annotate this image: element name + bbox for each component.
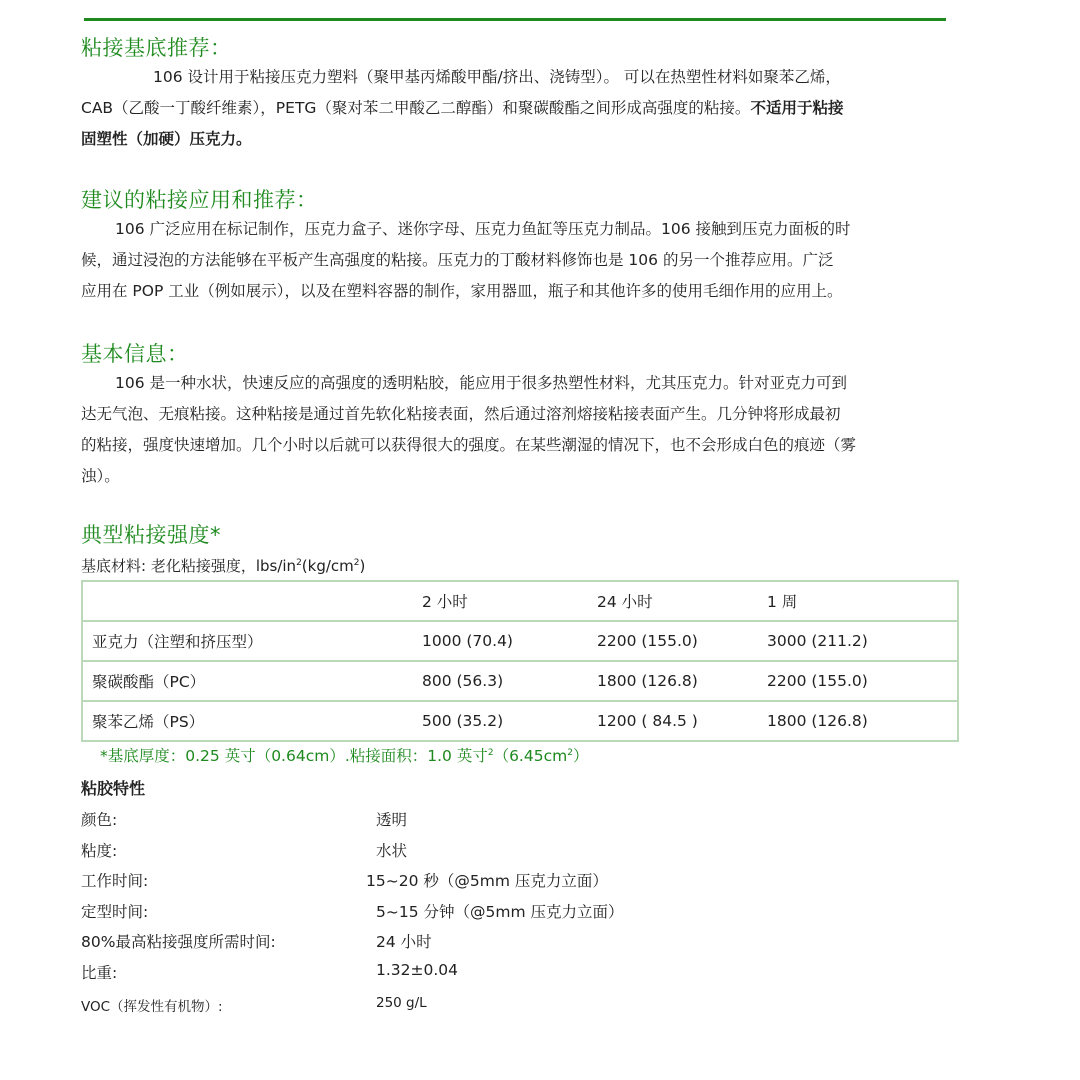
paragraph-line-text: CAB（乙酸一丁酸纤维素），PETG（聚对苯二甲酸乙二醇酯）和聚碳酸酯之间形成高强度的粘接。 [81,99,751,117]
table-cell: 1800 (126.8) [597,661,767,701]
property-value: 24 小时 [376,933,432,951]
table-cell: 1200 ( 84.5 ) [597,701,767,741]
property-label: VOC（挥发性有机物）: [81,999,223,1015]
paragraph-line: 应用在 POP 工业（例如展示），以及在塑料容器的制作，家用器皿，瓶子和其他许多的使用毛细作用的应用上。 [81,282,843,300]
table-cell: 聚碳酸酯（PC） [82,661,422,701]
property-value: 1.32±0.04 [376,961,459,979]
bond-strength-table [81,580,959,742]
property-value: 15~20 秒（@5mm 压克力立面） [366,872,608,890]
footnote-text: *基底厚度：0.25 英寸（0.64cm）.粘接面积：1.0 英寸 [100,747,488,765]
paragraph-line: 106 设计用于粘接压克力塑料（聚甲基丙烯酸甲酯/挤出、浇铸型）。 可以在热塑性材料如聚苯乙烯， [153,68,841,86]
property-label: 工作时间: [81,872,149,890]
property-label: 比重: [81,964,118,982]
paragraph-line: 106 广泛应用在标记制作，压克力盒子、迷你字母、压克力鱼缸等压克力制品。106 接触到压克力面板的时 [115,220,851,238]
table-footnote [100,744,588,766]
caption-text: 基底材料: 老化粘接强度，lbs/in [81,557,297,575]
header-cell: 1 周 [767,581,958,621]
table-cell: 2200 (155.0) [597,621,767,661]
caption-text: (kg/cm [301,557,354,575]
footnote-superscript: 2 [567,747,573,758]
paragraph-line [81,93,951,124]
paragraph-line: 候，通过浸泡的方法能够在平板产生高强度的粘接。压克力的丁酸材料修饰也是 106 的另一个推荐应用。广泛 [81,251,834,269]
table-row [82,621,958,661]
header-cell: 2 小时 [422,581,597,621]
properties-title: 粘胶特性 [81,779,146,798]
footnote-text: ） [572,747,589,765]
table-cell: 1800 (126.8) [767,701,958,741]
header-rule [84,18,946,21]
property-value: 250 g/L [376,995,427,1011]
header-cell: 24 小时 [597,581,767,621]
header-cell [82,581,422,621]
property-label: 颜色: [81,811,118,829]
table-cell: 3000 (211.2) [767,621,958,661]
table-cell: 1000 (70.4) [422,621,597,661]
heading-recommended-substrates: 粘接基底推荐： [81,36,232,60]
property-value: 5~15 分钟（@5mm 压克力立面） [376,903,624,921]
caption-text: ) [359,557,366,575]
footnote-superscript: 2 [487,747,494,758]
table-cell: 亚克力（注塑和挤压型） [82,621,422,661]
property-label: 80%最高粘接强度所需时间: [81,933,276,951]
property-label: 粘度: [81,842,118,860]
table-header-row [82,581,958,621]
table-caption [81,555,365,576]
paragraph-line: 浊）。 [81,467,120,485]
paragraph-line: 106 是一种水状，快速反应的高强度的透明粘胶，能应用于很多热塑性材料，尤其压克力。针对亚克力可到 [115,374,848,392]
caption-superscript: 2 [353,558,360,568]
heading-applications: 建议的粘接应用和推荐： [81,188,318,212]
heading-bond-strength: 典型粘接强度* [81,523,221,547]
table-row [82,661,958,701]
paragraph-basic-info [81,368,951,492]
bold-warning-line: 固塑性（加硬）压克力。 [81,130,252,148]
table-row [82,701,958,741]
table-cell: 800 (56.3) [422,661,597,701]
footnote-text: （6.45cm [493,747,568,765]
heading-basic-info: 基本信息： [81,342,189,366]
property-value: 透明 [376,811,408,829]
property-label: 定型时间: [81,903,149,921]
table-cell: 500 (35.2) [422,701,597,741]
caption-superscript: 2 [296,558,302,568]
property-value: 水状 [376,842,408,860]
paragraph-line: 达无气泡、无痕粘接。这种粘接是通过首先软化粘接表面，然后通过溶剂熔接粘接表面产生。几分钟将形成最初 [81,405,841,423]
bold-warning: 不适用于粘接 [750,99,844,117]
table-cell: 聚苯乙烯（PS） [82,701,422,741]
paragraph-line: 的粘接，强度快速增加。几个小时以后就可以获得很大的强度。在某些潮湿的情况下，也不会形成白色的痕迹（雾 [81,436,857,454]
paragraph-recommended-substrates [81,62,951,155]
paragraph-applications [81,214,951,307]
table-cell: 2200 (155.0) [767,661,958,701]
